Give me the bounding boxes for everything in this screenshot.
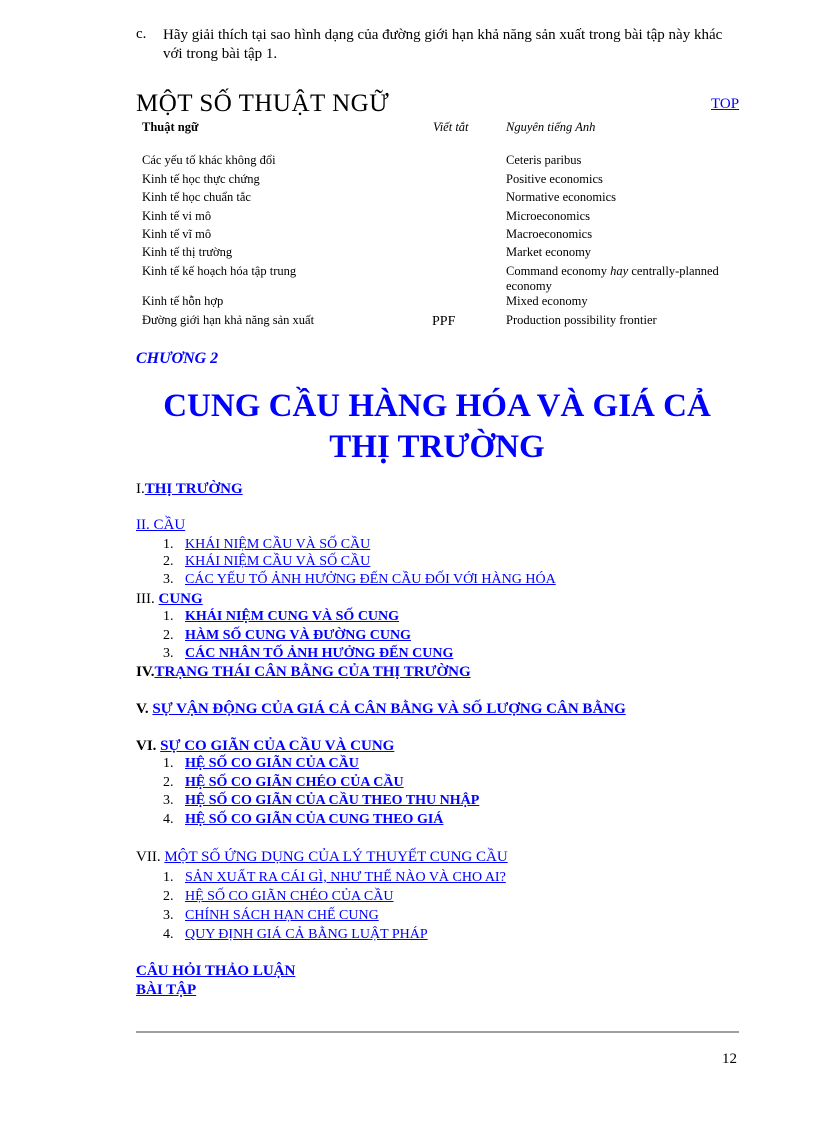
toc-item: [163, 608, 399, 626]
toc-item: [163, 792, 479, 810]
term-en: Market economy: [506, 245, 592, 259]
toc-prefix: III.: [136, 591, 155, 607]
toc-item: [163, 926, 428, 944]
term-vi: Kinh tế thị trường: [142, 245, 233, 259]
toc-link-ung-dung[interactable]: MỘT SỐ ỨNG DỤNG CỦA LÝ THUYẾT CUNG CẦU: [164, 849, 508, 865]
toc-link[interactable]: CÁC NHÂN TỐ ẢNH HƯỞNG ĐẾN CUNG: [185, 646, 454, 661]
header-abbreviation: Viết tắt: [433, 120, 469, 134]
chapter-label: CHƯƠNG 2: [136, 350, 219, 367]
term-en: Mixed economy: [506, 294, 588, 308]
toc-section-2: [136, 516, 185, 534]
toc-prefix: VI.: [136, 738, 157, 754]
toc-prefix: V.: [136, 701, 149, 717]
toc-link-discussion[interactable]: CÂU HỎI THẢO LUẬN: [136, 963, 296, 979]
toc-link[interactable]: SẢN XUẤT RA CÁI GÌ, NHƯ THẾ NÀO VÀ CHO AI?: [185, 870, 506, 885]
term-vi: Kinh tế vi mô: [142, 209, 212, 223]
toc-number: 2.: [163, 554, 174, 569]
toc-section-3: [136, 590, 203, 608]
toc-link-cau[interactable]: II. CẦU: [136, 517, 186, 533]
toc-link[interactable]: HÀM SỐ CUNG VÀ ĐƯỜNG CUNG: [185, 628, 411, 643]
toc-number: 3.: [163, 908, 174, 923]
toc-prefix: I.: [136, 481, 145, 497]
toc-number: 1.: [163, 756, 174, 771]
toc-link[interactable]: CÁC YẾU TỐ ẢNH HƯỞNG ĐẾN CẦU ĐỐI VỚI HÀNG HÓA: [185, 572, 556, 587]
toc-section-5: [136, 700, 626, 718]
toc-number: 4.: [163, 812, 174, 827]
term-vi: Kinh tế kế hoạch hóa tập trung: [142, 264, 297, 278]
toc-item: [163, 869, 506, 887]
toc-item: [163, 553, 370, 571]
toc-number: 4.: [163, 927, 174, 942]
term-en: Normative economics: [506, 190, 617, 204]
header-original-english: Nguyên tiếng Anh: [506, 120, 596, 134]
toc-number: 3.: [163, 646, 174, 661]
toc-item: [163, 755, 359, 773]
top-link[interactable]: TOP: [711, 96, 740, 112]
toc-link[interactable]: HỆ SỐ CO GIÃN CHÉO CỦA CẦU: [185, 889, 394, 904]
term-vi: Đường giới hạn khả năng sản xuất: [142, 313, 315, 327]
term-en-part: centrally-planned economy: [506, 264, 719, 293]
toc-section-6: [136, 737, 394, 755]
toc-item: [163, 907, 379, 925]
term-en: Macroeconomics: [506, 227, 593, 241]
header-term: Thuật ngữ: [142, 120, 199, 134]
toc-link[interactable]: KHÁI NIỆM CẦU VÀ SỐ CẦU: [185, 554, 371, 569]
toc-item: [163, 645, 453, 663]
toc-number: 3.: [163, 572, 174, 587]
chapter-title-line: CUNG CẦU HÀNG HÓA VÀ GIÁ CẢ: [163, 388, 711, 424]
toc-link[interactable]: HỆ SỐ CO GIÃN CỦA CẦU: [185, 756, 359, 771]
toc-discussion: [136, 962, 295, 980]
term-en: Positive economics: [506, 172, 603, 186]
page-number: 12: [722, 1051, 737, 1067]
toc-number: 2.: [163, 628, 174, 643]
toc-number: 2.: [163, 775, 174, 790]
toc-item: [163, 627, 411, 645]
question-text: Hãy giải thích tại sao hình dạng của đường giới hạn khả năng sản xuất trong bài tập này khác với trong bài tập 1.: [163, 27, 723, 62]
toc-link[interactable]: HỆ SỐ CO GIÃN CỦA CẦU THEO THU NHẬP: [185, 793, 480, 808]
toc-prefix: VII.: [136, 849, 161, 865]
toc-number: 1.: [163, 609, 174, 624]
toc-link[interactable]: CHÍNH SÁCH HẠN CHẾ CUNG: [185, 908, 379, 923]
toc-link-exercises[interactable]: BÀI TẬP: [136, 982, 197, 998]
toc-link-thi-truong[interactable]: THỊ TRƯỜNG: [144, 481, 243, 497]
term-en: Ceteris paribus: [506, 153, 582, 167]
toc-link[interactable]: HỆ SỐ CO GIÃN CHÉO CỦA CẦU: [185, 775, 404, 790]
toc-section-7: [136, 848, 508, 866]
toc-number: 3.: [163, 793, 174, 808]
term-vi: Kinh tế học chuẩn tắc: [142, 190, 251, 204]
term-en: [506, 264, 746, 294]
toc-prefix: IV.: [136, 664, 155, 680]
footer-rule: [136, 1031, 739, 1033]
toc-link-can-bang[interactable]: TRẠNG THÁI CÂN BẰNG CỦA THỊ TRƯỜNG: [154, 664, 471, 680]
term-en-part: Command economy: [506, 264, 611, 278]
term-vi: Kinh tế vĩ mô: [142, 227, 212, 241]
toc-section-4: [136, 663, 471, 681]
toc-item: [163, 811, 443, 829]
term-vi: Kinh tế học thực chứng: [142, 172, 260, 186]
term-en: Microeconomics: [506, 209, 591, 223]
toc-link-co-gian[interactable]: SỰ CO GIÃN CỦA CẦU VÀ CUNG: [160, 738, 395, 754]
toc-link[interactable]: KHÁI NIỆM CẦU VÀ SỐ CẦU: [185, 537, 371, 552]
toc-item: [163, 888, 393, 906]
toc-section-1: [136, 480, 243, 498]
chapter-title-line: THỊ TRƯỜNG: [329, 429, 545, 465]
toc-number: 1.: [163, 870, 174, 885]
toc-number: 2.: [163, 889, 174, 904]
toc-link[interactable]: QUY ĐỊNH GIÁ CẢ BẰNG LUẬT PHÁP: [185, 927, 428, 942]
toc-link-cung[interactable]: CUNG: [158, 591, 203, 607]
term-en: Production possibility frontier: [506, 313, 657, 327]
question-letter: c.: [136, 26, 147, 42]
toc-link-van-dong-gia[interactable]: SỰ VẬN ĐỘNG CỦA GIÁ CẢ CÂN BẰNG VÀ SỐ LƯỢNG CÂN BẰNG: [152, 701, 626, 717]
term-vi: Các yếu tố khác không đổi: [142, 153, 276, 167]
toc-link[interactable]: HỆ SỐ CO GIÃN CỦA CUNG THEO GIÁ: [185, 812, 444, 827]
term-abbreviation: PPF: [432, 314, 456, 329]
toc-item: [163, 536, 370, 554]
toc-number: 1.: [163, 537, 174, 552]
toc-item: [163, 571, 556, 589]
toc-link[interactable]: KHÁI NIỆM CUNG VÀ SỐ CUNG: [185, 609, 400, 624]
chapter-title: [136, 386, 738, 468]
term-en-conjunction: hay: [610, 264, 629, 278]
toc-item: [163, 774, 404, 792]
term-vi: Kinh tế hỗn hợp: [142, 294, 224, 308]
toc-exercises: [136, 981, 196, 999]
terms-section-title: MỘT SỐ THUẬT NGỮ: [136, 90, 390, 117]
